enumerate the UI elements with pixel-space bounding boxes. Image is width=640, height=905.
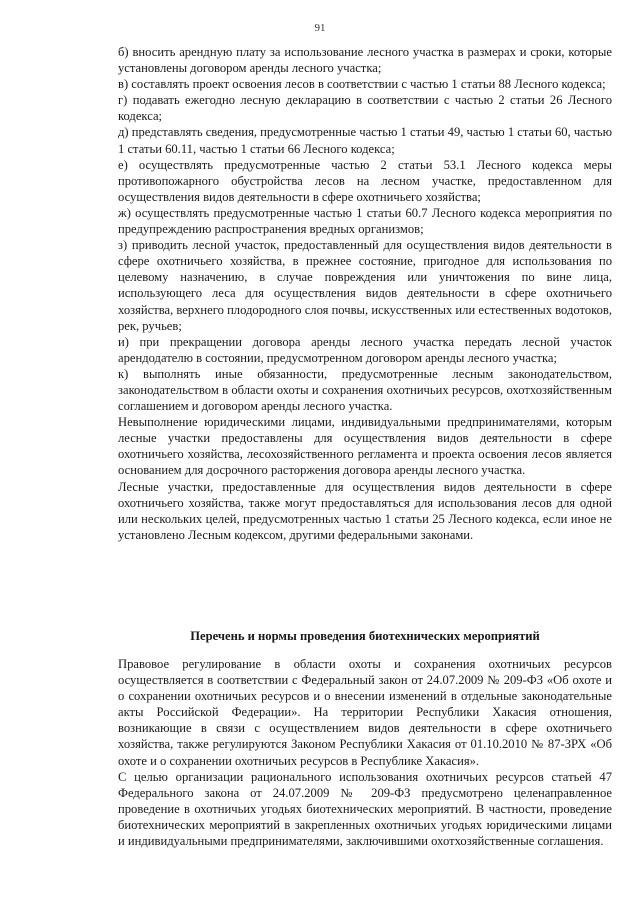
list-item: ж) осуществлять предусмотренные частью 1 статьи 60.7 Лесного кодекса мероприятия по предупреждению распространения вредных организмов; [118, 205, 612, 237]
list-item: г) подавать ежегодно лесную декларацию в соответствии с частью 2 статьи 26 Лесного кодекса; [118, 93, 612, 124]
paragraph: С целью организации рационального использования охотничьих ресурсов статьей 47 Федерального закона от 24.07.2009 № 209-ФЗ предусмотрено целенаправленное проведение в охотничьих угодьях биотехнических мероприятий. В частности, проведение биотехнических мероприятий в закрепленных охотничьих угодьях юридическими лицами и индивидуальными предпринимателями, заключившими охотхозяйственные соглашения. [118, 769, 612, 849]
list-item: к) выполнять иные обязанности, предусмотренные лесным законодательством, законодательством в области охоты и сохранения охотничьих ресурсов, охотхозяйственным соглашением и договором аренды лесного участка. [118, 366, 612, 414]
list-item: б) вносить арендную плату за использование лесного участка в размерах и сроки, которые установлены договором аренды лесного участка; [118, 45, 612, 76]
list-item: е) осуществлять предусмотренные частью 2 статьи 53.1 Лесного кодекса меры противопожарного обустройства лесов на лесном участке, предоставленном для осуществления видов деятельности в сфере охотничьего хозяйства; [118, 157, 612, 204]
page-number: 91 [314, 22, 326, 34]
list-item: и) при прекращении договора аренды лесного участка передать лесной участок арендодателю в состоянии, предусмотренном договором аренды лесного участка; [118, 334, 612, 365]
obligations-list [118, 44, 612, 543]
list-item: з) приводить лесной участок, предоставленный для осуществления видов деятельности в сфере охотничьего хозяйства, в прежнее состояние, пригодное для использования по целевому назначению, в случае повреждения или уничтожения по вине лица, использующего леса для осуществления видов деятельности в сфере охотничьего хозяйства, верхнего плодородного слоя почвы, искусственных или естественных водотоков, рек, ручьев; [118, 238, 613, 333]
section-heading: Перечень и нормы проведения биотехнических мероприятий [190, 629, 540, 643]
list-item: д) представлять сведения, предусмотренные частью 1 статьи 49, частью 1 статьи 60, частью 1 статьи 60.11, частью 1 статьи 66 Лесного кодекса; [118, 125, 613, 156]
paragraph: Правовое регулирование в области охоты и сохранения охотничьих ресурсов осуществляется в соответствии с Федеральный закон от 24.07.2009 № 209-ФЗ «Об охоте и о сохранении охотничьих ресурсов и о внесении изменений в отдельные законодательные акты Российской Федерации». На территории Республики Хакасия отношения, возникающие в связи с осуществлением видов деятельности в сфере охотничьего хозяйства, также регулируются Законом Республики Хакасия от 01.10.2010 № 87-ЗРХ «Об охоте и о сохранении охотничьих ресурсов в Республике Хакасия». [118, 657, 612, 768]
paragraph: Невыполнение юридическими лицами, индивидуальными предпринимателями, которым лесные участки предоставлены для осуществления видов деятельности в сфере охотничьего хозяйства, лесохозяйственного регламента и проекта освоения лесов является основанием для досрочного расторжения договора аренды лесного участка. [118, 415, 612, 478]
list-item: в) составлять проект освоения лесов в соответствии с частью 1 статьи 88 Лесного кодекса; [118, 77, 606, 92]
section-body [118, 656, 612, 849]
paragraph: Лесные участки, предоставленные для осуществления видов деятельности в сфере охотничьего хозяйства, также могут предоставляться для использования лесов для одной или нескольких целей, предусмотренных частью 1 статьи 25 Лесного кодекса, если иное не установлено Лесным кодексом, другими федеральными законами. [118, 479, 612, 542]
